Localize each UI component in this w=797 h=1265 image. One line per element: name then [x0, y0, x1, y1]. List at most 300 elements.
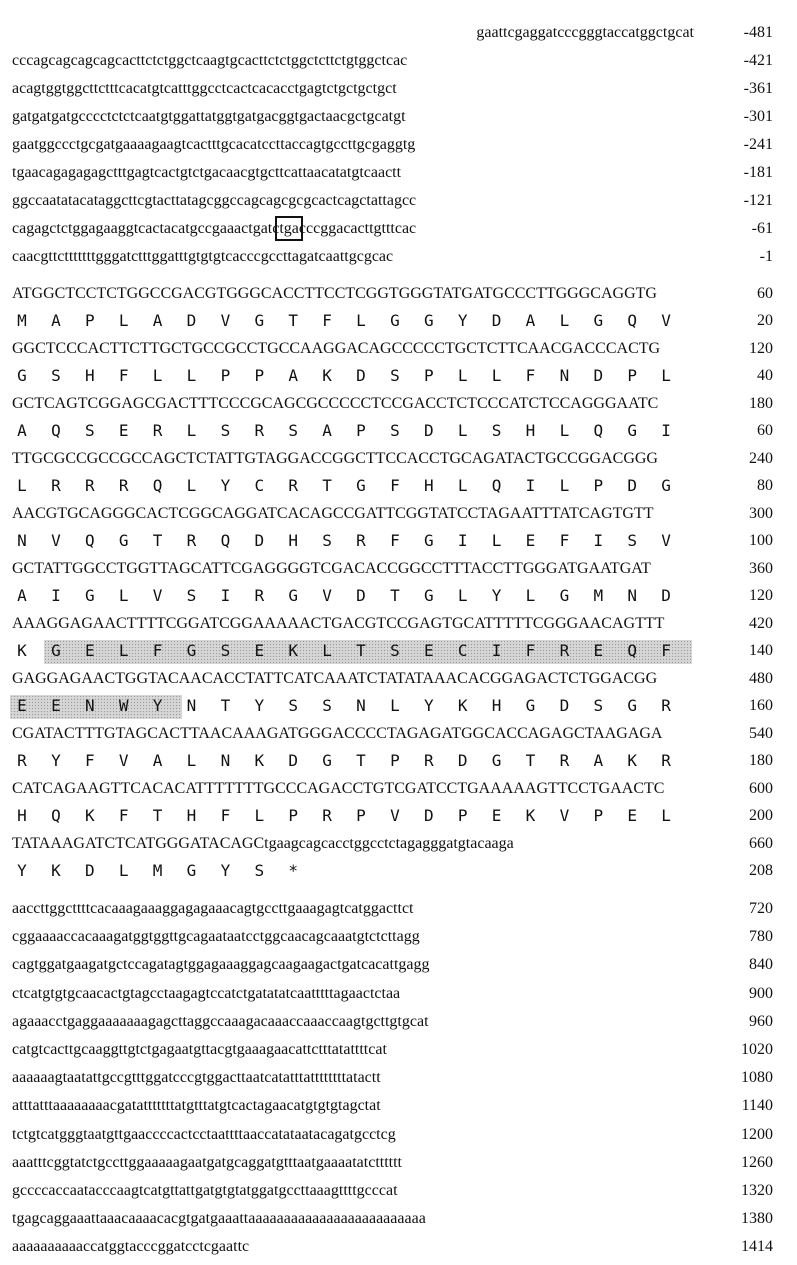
amino-acid: F — [390, 476, 400, 495]
amino-acid: D — [84, 861, 95, 880]
amino-acid-row — [0, 748, 797, 774]
sequence-row — [0, 1037, 797, 1063]
amino-acid: H — [423, 476, 434, 495]
nucleotide-row — [0, 391, 797, 417]
amino-acid: D — [491, 311, 502, 330]
amino-acid: V — [220, 311, 231, 330]
nucleotide-text — [12, 220, 694, 238]
sequence-row — [0, 1206, 797, 1232]
amino-acid: L — [559, 311, 570, 330]
sequence-row — [0, 20, 797, 46]
amino-acid: R — [51, 476, 61, 495]
amino-acid: L — [186, 751, 197, 770]
amino-acid-track — [12, 587, 694, 607]
sequence-row — [0, 1093, 797, 1119]
amino-acid: D — [186, 311, 197, 330]
sequence-row — [0, 981, 797, 1007]
amino-acid: R — [254, 421, 265, 440]
amino-acid: N — [186, 696, 197, 715]
amino-acid: V — [322, 586, 332, 605]
amino-acid-row — [0, 363, 797, 389]
amino-acid-track — [12, 312, 694, 332]
nucleotide-text: GAGGAGAACTGGTACAACACCTATTCATCAAATCTATATAAACACGGAGACTCTGGACGG — [12, 670, 658, 687]
amino-acid: R — [356, 531, 366, 550]
amino-acid: V — [661, 311, 671, 330]
sequence-row — [0, 896, 797, 922]
nucleotide-text: ctcatgtgtgcaacactgtagcctaagagtccatctgatatatcaatttttagaactctaa — [12, 984, 401, 1002]
amino-acid: P — [423, 366, 434, 385]
amino-acid-track — [12, 752, 694, 772]
amino-acid: A — [152, 751, 163, 770]
amino-acid: L — [118, 311, 129, 330]
nucleotide-text: gaatggccctgcgatgaaaagaagtcactttgcacatccttaccagtgccttgcgaggtg — [12, 136, 416, 153]
nucleotide-position: 180 — [749, 395, 773, 412]
amino-acid: H — [288, 531, 298, 550]
nucleotide-position: 420 — [749, 615, 773, 632]
amino-acid: V — [152, 586, 163, 605]
sequence-row — [0, 1234, 797, 1260]
amino-acid: G — [390, 311, 400, 330]
amino-acid: Q — [51, 421, 61, 440]
amino-acid: L — [491, 531, 502, 550]
amino-acid: R — [661, 696, 671, 715]
nucleotide-row — [0, 776, 797, 802]
amino-acid: G — [17, 366, 27, 385]
amino-acid-position: 200 — [749, 807, 773, 824]
nucleotide-text: GGCTCCCACTTCTTGCTGCCGCCTGCCAAGGACAGCCCCCTGCTCTTCAACGACCCACTG — [12, 340, 661, 357]
amino-acid: L — [118, 861, 129, 880]
amino-acid-position: 80 — [757, 477, 773, 494]
amino-acid: A — [51, 311, 61, 330]
amino-acid: I — [593, 531, 604, 550]
amino-acid: M — [593, 586, 604, 605]
amino-acid-row — [0, 308, 797, 334]
amino-acid: E — [525, 531, 536, 550]
amino-acid: G — [423, 311, 434, 330]
nucleotide-text: gaattcgaggatcccgggtaccatggctgcat — [476, 24, 694, 41]
amino-acid: G — [288, 586, 298, 605]
amino-acid: V — [118, 751, 129, 770]
amino-acid: E — [84, 641, 95, 660]
position-number: -121 — [743, 192, 773, 209]
sequence-row — [0, 76, 797, 102]
amino-acid: E — [51, 696, 61, 715]
amino-acid: F — [118, 806, 129, 825]
nucleotide-row — [0, 611, 797, 637]
position-number: 1020 — [741, 1041, 773, 1058]
amino-acid: Y — [254, 696, 265, 715]
amino-acid: L — [457, 586, 468, 605]
nucleotide-text: cccagcagcagcagcacttctctggctcaagtgcacttctctggctcttctgtggctcac — [12, 52, 408, 69]
amino-acid: E — [627, 806, 637, 825]
nucleotide-row — [0, 666, 797, 692]
amino-acid: K — [51, 861, 61, 880]
amino-acid: A — [288, 366, 298, 385]
nucleotide-text: acagtggtggcttctttcacatgtcatttggcctcactcacacctgagtctgctgctgct — [12, 80, 397, 97]
amino-acid: I — [661, 421, 671, 440]
amino-acid: H — [525, 421, 536, 440]
nucleotide-position: 240 — [749, 450, 773, 467]
amino-acid: F — [152, 641, 163, 660]
amino-acid: G — [627, 421, 637, 440]
amino-acid: S — [491, 421, 502, 440]
sequence-row — [0, 104, 797, 130]
amino-acid-position: 120 — [749, 587, 773, 604]
amino-acid: S — [51, 366, 61, 385]
amino-acid: N — [220, 751, 231, 770]
nucleotide-text: TTGCGCCGCCGCCAGCTCTATTGTAGGACCGGCTTCCACCTGCAGATACTGCCGGACGGG — [12, 450, 658, 467]
amino-acid: T — [152, 806, 163, 825]
amino-acid: L — [525, 586, 536, 605]
amino-acid: Y — [17, 861, 27, 880]
amino-acid: R — [17, 751, 27, 770]
nucleotide-text: tctgtcatgggtaatgttgaaccccactcctaattttaaccatataatacagatgcctcg — [12, 1125, 396, 1143]
nucleotide-position: 360 — [749, 560, 773, 577]
sequence-row — [0, 1178, 797, 1204]
amino-acid: G — [118, 531, 129, 550]
position-number: 1200 — [741, 1125, 773, 1143]
amino-acid: P — [390, 751, 400, 770]
amino-acid: S — [288, 421, 298, 440]
position-number: 1320 — [741, 1182, 773, 1199]
amino-acid: K — [457, 696, 468, 715]
amino-acid: F — [118, 366, 129, 385]
amino-acid: V — [661, 531, 671, 550]
amino-acid: S — [186, 586, 197, 605]
position-number: 720 — [749, 900, 773, 917]
nucleotide-row — [0, 556, 797, 582]
amino-acid-track — [12, 807, 694, 827]
amino-acid: Y — [423, 696, 434, 715]
amino-acid-row — [0, 473, 797, 499]
nucleotide-text: CATCAGAAGTTCACACATTTTTTTGCCCAGACCTGTCGATCCTGAAAAAGTTCCTGAACTC — [12, 780, 665, 797]
position-number: -421 — [743, 52, 773, 69]
nucleotide-text: aaatttcggtatctgccttggaaaaagaatgatgcaggatgtttaatgaaaatatctttttt — [12, 1153, 402, 1171]
amino-acid: R — [559, 751, 570, 770]
amino-acid: L — [457, 421, 468, 440]
amino-acid: D — [457, 751, 468, 770]
amino-acid-row — [0, 803, 797, 829]
amino-acid: F — [220, 806, 231, 825]
amino-acid: I — [457, 531, 468, 550]
amino-acid: R — [84, 476, 95, 495]
sequence-row — [0, 244, 797, 270]
nucleotide-position: 660 — [749, 835, 773, 852]
amino-acid-position: 180 — [749, 752, 773, 769]
position-number: 1260 — [741, 1153, 773, 1171]
nucleotide-text: AAAGGAGAACTTTTCGGATCGGAAAAACTGACGTCCGAGTGCATTTTTCGGGAACAGTTT — [12, 615, 665, 632]
amino-acid: K — [525, 806, 536, 825]
amino-acid: T — [220, 696, 231, 715]
position-number: -61 — [751, 220, 773, 237]
amino-acid: G — [559, 586, 570, 605]
amino-acid-track — [12, 642, 694, 662]
amino-acid: R — [254, 586, 265, 605]
amino-acid: A — [17, 421, 27, 440]
amino-acid: R — [152, 421, 163, 440]
amino-acid: H — [17, 806, 27, 825]
amino-acid: P — [457, 806, 468, 825]
position-number: -481 — [743, 24, 773, 41]
nucleotide-text: GCTATTGGCCTGGTTAGCATTCGAGGGGTCGACACCGGCCTTTACCTTGGGATGAATGAT — [12, 560, 651, 577]
nucleotide-row — [0, 336, 797, 362]
amino-acid: S — [322, 531, 332, 550]
nucleotide-position: 600 — [749, 780, 773, 797]
position-number: 1380 — [741, 1210, 773, 1228]
amino-acid: G — [423, 586, 434, 605]
amino-acid: T — [356, 751, 366, 770]
amino-acid: L — [254, 806, 265, 825]
amino-acid-position: 20 — [757, 312, 773, 329]
amino-acid: L — [661, 806, 671, 825]
amino-acid: V — [559, 806, 570, 825]
amino-acid: S — [288, 696, 298, 715]
nucleotide-text: gatgatgatgcccctctctcaatgtggattatggtgatgacggtgactaacgctgcatgt — [12, 108, 406, 125]
amino-acid: S — [627, 531, 637, 550]
amino-acid: H — [84, 366, 95, 385]
amino-acid: T — [152, 531, 163, 550]
nucleotide-text: tgagcaggaaattaaacaaaacacgtgatgaaattaaaaaaaaaaaaaaaaaaaaaaaaa — [12, 1210, 426, 1228]
amino-acid: G — [423, 531, 434, 550]
amino-acid: I — [51, 586, 61, 605]
amino-acid-position: 60 — [757, 422, 773, 439]
amino-acid: K — [84, 806, 95, 825]
amino-acid: L — [390, 696, 400, 715]
amino-acid: N — [17, 531, 27, 550]
nucleotide-position: 120 — [749, 340, 773, 357]
nucleotide-row — [0, 721, 797, 747]
amino-acid: D — [288, 751, 298, 770]
nucleotide-text: aaccttggcttttcacaaagaaaggagagaaacagtgccttgaaagagtcatggacttct — [12, 900, 414, 917]
amino-acid: P — [254, 366, 265, 385]
amino-acid: T — [390, 586, 400, 605]
amino-acid: P — [220, 366, 231, 385]
position-number: -241 — [743, 136, 773, 153]
amino-acid: D — [559, 696, 570, 715]
position-number: -361 — [743, 80, 773, 97]
sequence-row — [0, 952, 797, 978]
amino-acid: H — [491, 696, 502, 715]
amino-acid: S — [254, 861, 265, 880]
position-number: -301 — [743, 108, 773, 125]
nucleotide-position: 300 — [749, 505, 773, 522]
amino-acid: M — [17, 311, 27, 330]
amino-acid: L — [661, 366, 671, 385]
nucleotide-text: ATGGCTCCTCTGGCCGACGTGGGCACCTTCCTCGGTGGGTATGATGCCCTTGGGCAGGTG — [12, 285, 657, 302]
amino-acid: Q — [627, 641, 637, 660]
amino-acid: L — [17, 476, 27, 495]
amino-acid: A — [17, 586, 27, 605]
nucleotide-text: aaaaaaaaaaccatggtacccggatcctcgaattc — [12, 1238, 250, 1256]
amino-acid-track — [12, 862, 694, 882]
amino-acid: A — [525, 311, 536, 330]
position-number: 960 — [749, 1012, 773, 1030]
amino-acid: L — [322, 641, 332, 660]
sequence-row — [0, 1065, 797, 1091]
amino-acid: L — [186, 421, 197, 440]
amino-acid: D — [627, 476, 637, 495]
amino-acid: G — [525, 696, 536, 715]
amino-acid: L — [186, 366, 197, 385]
amino-acid-position: 100 — [749, 532, 773, 549]
nucleotide-position: 60 — [757, 285, 773, 302]
nucleotide-text: aaaaaagtaatattgccgtttggatcccgtggacttaatcatatttattttttttatactt — [12, 1069, 381, 1087]
amino-acid: K — [288, 641, 298, 660]
nucleotide-segment: cccggacacttgtttcac — [298, 220, 417, 237]
boxed-stop-codon: tga — [279, 220, 299, 237]
amino-acid: F — [84, 751, 95, 770]
amino-acid: G — [186, 641, 197, 660]
amino-acid: E — [118, 421, 129, 440]
nucleotide-position: 540 — [749, 725, 773, 742]
amino-acid: F — [559, 531, 570, 550]
amino-acid: Q — [220, 531, 231, 550]
amino-acid: P — [356, 421, 366, 440]
amino-acid: K — [254, 751, 265, 770]
amino-acid: Q — [593, 421, 604, 440]
nucleotide-text: agaaacctgaggaaaaaaagagcttaggccaaagacaaaccaaaccaagtgcttgtgcat — [12, 1012, 429, 1030]
amino-acid: A — [152, 311, 163, 330]
amino-acid: K — [627, 751, 637, 770]
amino-acid: E — [593, 641, 604, 660]
amino-acid: T — [322, 476, 332, 495]
nucleotide-row — [0, 281, 797, 307]
amino-acid: Q — [84, 531, 95, 550]
amino-acid: L — [559, 476, 570, 495]
nucleotide-row — [0, 501, 797, 527]
amino-acid: L — [152, 366, 163, 385]
amino-acid: C — [254, 476, 265, 495]
amino-acid-row — [0, 693, 797, 719]
amino-acid: G — [254, 311, 265, 330]
amino-acid: L — [356, 311, 366, 330]
amino-acid: S — [322, 696, 332, 715]
amino-acid: S — [220, 641, 231, 660]
amino-acid: D — [356, 366, 366, 385]
amino-acid: W — [118, 696, 129, 715]
amino-acid: I — [491, 641, 502, 660]
amino-acid: Y — [220, 476, 231, 495]
amino-acid: D — [661, 586, 671, 605]
amino-acid: R — [661, 751, 671, 770]
nucleotide-text: cagtggatgaagatgctccagatagtggagaaaggagcaagaagactgatcacattgagg — [12, 956, 430, 974]
amino-acid: F — [390, 531, 400, 550]
amino-acid: L — [559, 421, 570, 440]
amino-acid-row — [0, 638, 797, 664]
amino-acid: C — [457, 641, 468, 660]
amino-acid: Q — [627, 311, 637, 330]
amino-acid: R — [559, 641, 570, 660]
amino-acid: T — [288, 311, 298, 330]
amino-acid: P — [84, 311, 95, 330]
amino-acid: L — [118, 641, 129, 660]
amino-acid: K — [322, 366, 332, 385]
amino-acid: S — [84, 421, 95, 440]
amino-acid: Y — [152, 696, 163, 715]
position-number: 1414 — [741, 1238, 773, 1256]
amino-acid: S — [390, 421, 400, 440]
position-number: -1 — [759, 248, 773, 265]
amino-acid: L — [491, 366, 502, 385]
sequence-row — [0, 132, 797, 158]
amino-acid: E — [423, 641, 434, 660]
sequence-row — [0, 160, 797, 186]
amino-acid: P — [356, 806, 366, 825]
nucleotide-text: atttatttaaaaaaaacgatatttttttatgtttatgtcactagaacatgtgtgtagctat — [12, 1097, 381, 1115]
amino-acid: R — [118, 476, 129, 495]
nucleotide-row — [0, 831, 797, 857]
amino-acid: G — [593, 311, 604, 330]
amino-acid: E — [17, 696, 27, 715]
amino-acid: P — [627, 366, 637, 385]
nucleotide-text: catgtcacttgcaaggttgtctgagaatgttacgtgaaagaacattctttatattttcat — [12, 1041, 387, 1058]
amino-acid-position: 140 — [749, 642, 773, 659]
amino-acid-track — [12, 422, 694, 442]
amino-acid: G — [356, 476, 366, 495]
nucleotide-text: GCTCAGTCGGAGCGACTTTCCCGCAGCGCCCCCTCCGACCTCTCCCATCTCCAGGGAATC — [12, 395, 659, 412]
nucleotide-text: cggaaaaccacaaagatggtggttgcagaataatcctggcaacagcaaatgtctcttagg — [12, 928, 420, 946]
amino-acid: H — [186, 806, 197, 825]
position-number: 780 — [749, 928, 773, 946]
amino-acid: N — [356, 696, 366, 715]
amino-acid: L — [118, 586, 129, 605]
nucleotide-position: 480 — [749, 670, 773, 687]
amino-acid: Y — [220, 861, 231, 880]
amino-acid: G — [51, 641, 61, 660]
amino-acid: Q — [491, 476, 502, 495]
amino-acid: Q — [51, 806, 61, 825]
amino-acid: G — [322, 751, 332, 770]
amino-acid: G — [661, 476, 671, 495]
amino-acid: T — [525, 751, 536, 770]
amino-acid-track — [12, 367, 694, 387]
amino-acid: N — [627, 586, 637, 605]
amino-acid: A — [322, 421, 332, 440]
amino-acid-position: 160 — [749, 697, 773, 714]
nucleotide-text: CGATACTTTGTAGCACTTAACAAAGATGGGACCCCTAGAGATGGCACCAGAGCTAAGAGA — [12, 725, 663, 742]
amino-acid: G — [491, 751, 502, 770]
amino-acid-track — [12, 532, 694, 552]
sequence-row — [0, 216, 797, 242]
amino-acid: Y — [457, 311, 468, 330]
amino-acid: L — [457, 476, 468, 495]
amino-acid: D — [593, 366, 604, 385]
amino-acid: P — [593, 476, 604, 495]
amino-acid: A — [593, 751, 604, 770]
amino-acid: Y — [51, 751, 61, 770]
sequence-row — [0, 1009, 797, 1035]
amino-acid: G — [186, 861, 197, 880]
sequence-row — [0, 48, 797, 74]
amino-acid: P — [288, 806, 298, 825]
amino-acid: P — [593, 806, 604, 825]
amino-acid: Y — [491, 586, 502, 605]
amino-acid-position: 40 — [757, 367, 773, 384]
position-number: 1080 — [741, 1069, 773, 1087]
amino-acid: R — [288, 476, 298, 495]
amino-acid: V — [51, 531, 61, 550]
amino-acid-row — [0, 858, 797, 884]
amino-acid: F — [661, 641, 671, 660]
amino-acid: K — [17, 641, 27, 660]
nucleotide-text: gccccaccaatacccaagtcatgttattgatgtgtatggatgccttaaagttttgcccat — [12, 1182, 398, 1199]
position-number: 840 — [749, 956, 773, 974]
amino-acid: S — [593, 696, 604, 715]
amino-acid: Q — [152, 476, 163, 495]
nucleotide-text: AACGTGCAGGGCACTCGGCAGGATCACAGCCGATTCGGTATCCTAGAATTTATCAGTGTT — [12, 505, 654, 522]
amino-acid: D — [356, 586, 366, 605]
amino-acid: S — [220, 421, 231, 440]
